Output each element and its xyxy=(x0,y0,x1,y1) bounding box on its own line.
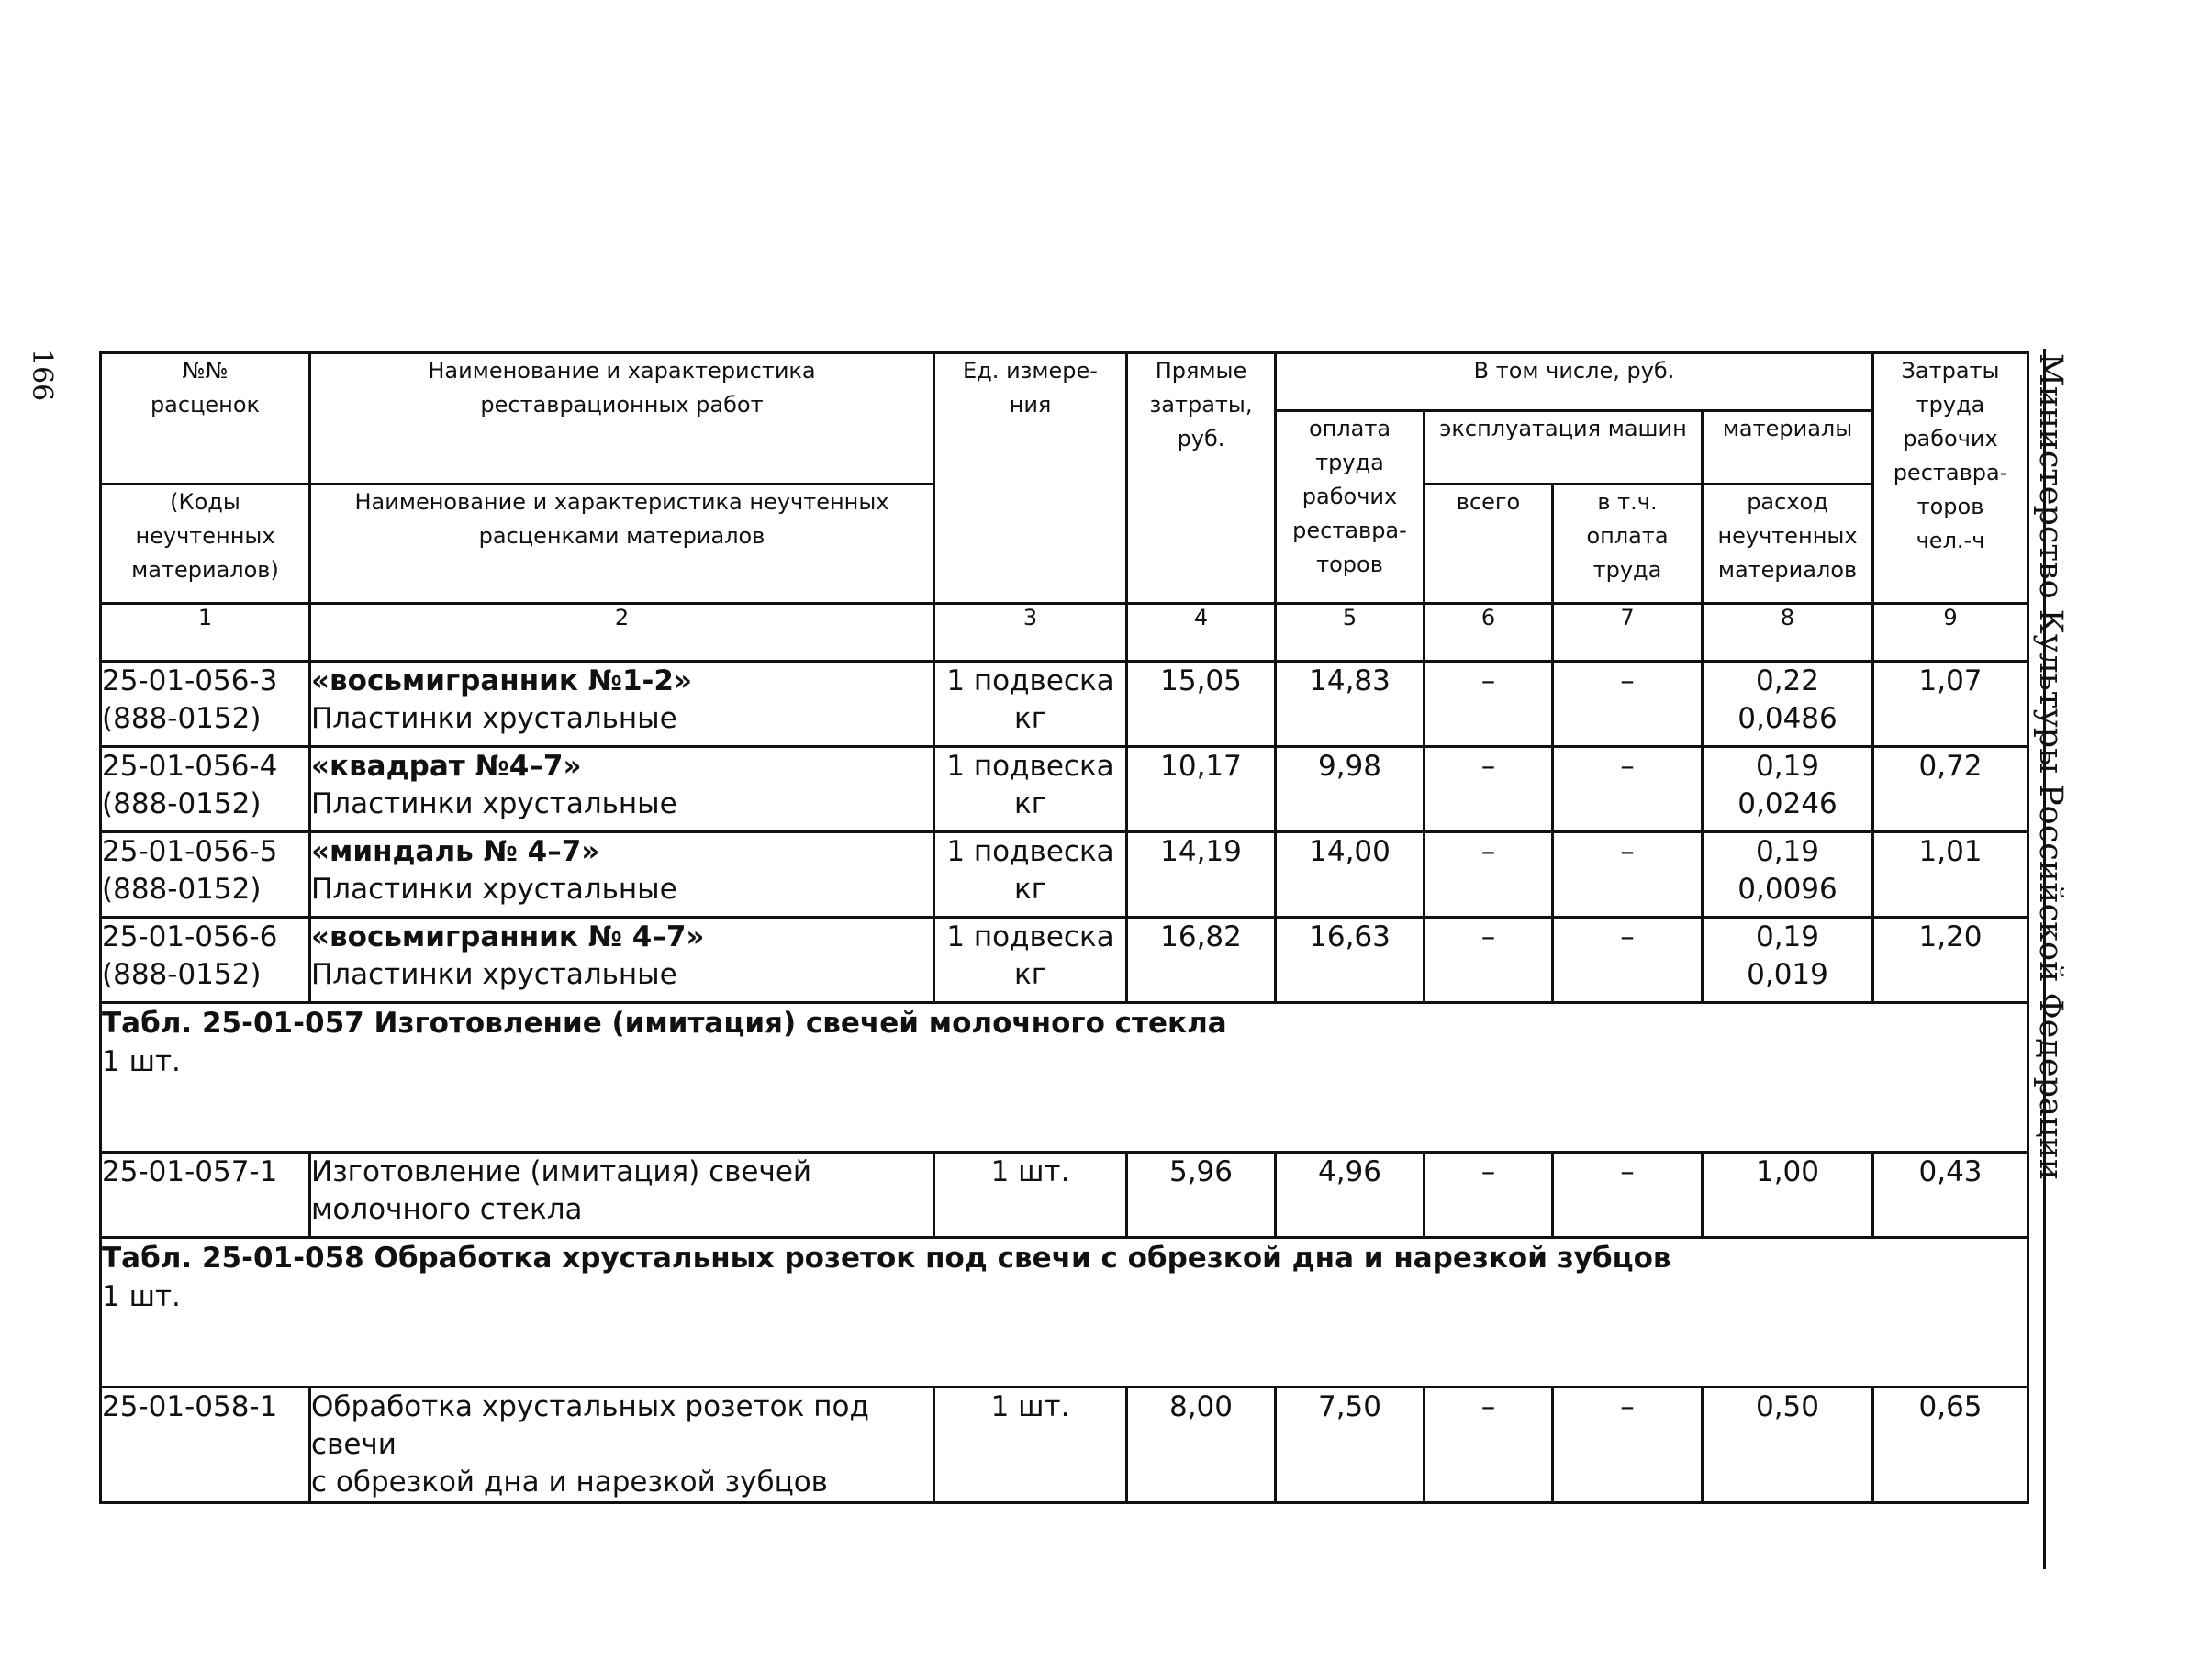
header-machines-total: всего xyxy=(1424,485,1553,604)
header-materials: материалы xyxy=(1703,411,1873,485)
table-row xyxy=(101,1153,2028,1238)
labor-hours: 1,20 xyxy=(1873,918,2028,1003)
labor-pay: 14,83 xyxy=(1276,662,1424,747)
column-number: 3 xyxy=(934,604,1127,662)
labor-pay: 4,96 xyxy=(1276,1153,1424,1238)
header-direct-costs: Прямые затраты, руб. xyxy=(1127,353,1276,604)
direct-costs: 16,82 xyxy=(1127,918,1276,1003)
material-name: Пластинки хрустальные xyxy=(311,958,677,991)
materials: 0,50 xyxy=(1703,1388,1873,1503)
materials: 1,00 xyxy=(1703,1153,1873,1238)
section-title: Табл. 25-01-057 Изготовление (имитация) свечей молочного стекла xyxy=(102,1007,1227,1040)
unit: 1 подвеска xyxy=(946,835,1114,868)
unit: 1 подвеска xyxy=(946,920,1114,953)
labor-hours: 1,01 xyxy=(1873,832,2028,918)
material-unit: кг xyxy=(1013,787,1046,820)
machines-total: – xyxy=(1424,918,1553,1003)
unit-cell xyxy=(934,832,1127,918)
direct-costs: 8,00 xyxy=(1127,1388,1276,1503)
direct-costs: 10,17 xyxy=(1127,747,1276,832)
table-row xyxy=(101,832,2028,918)
materials: 0,19 xyxy=(1755,835,1820,868)
header-unit: Ед. измере- ния xyxy=(934,353,1127,604)
machines-labor: – xyxy=(1553,1388,1703,1503)
header-row-1 xyxy=(101,353,2028,411)
work-name: «квадрат №4–7» xyxy=(311,750,582,783)
column-number: 4 xyxy=(1127,604,1276,662)
rate-code-cell xyxy=(101,832,310,918)
header-including-group: В том числе, руб. xyxy=(1276,353,1873,411)
section-header-row xyxy=(101,1238,2028,1388)
unit-cell xyxy=(934,747,1127,832)
column-number: 7 xyxy=(1553,604,1703,662)
header-labor-pay: оплата труда рабочих реставра- торов xyxy=(1276,411,1424,604)
material-qty: 0,0486 xyxy=(1737,702,1838,735)
labor-hours: 1,07 xyxy=(1873,662,2028,747)
column-number: 2 xyxy=(310,604,934,662)
work-name: Изготовление (имитация) свечей молочного стекла xyxy=(310,1153,934,1238)
work-name: Обработка хрустальных розеток под свечи с обрезкой дна и нарезкой зубцов xyxy=(310,1388,934,1503)
column-number: 1 xyxy=(101,604,310,662)
work-name-cell xyxy=(310,747,934,832)
labor-pay: 14,00 xyxy=(1276,832,1424,918)
direct-costs: 14,19 xyxy=(1127,832,1276,918)
rate-code: 25-01-056-3 xyxy=(102,664,278,697)
machines-labor: – xyxy=(1553,1153,1703,1238)
machines-total: – xyxy=(1424,1153,1553,1238)
work-name: «восьмигранник №1-2» xyxy=(311,664,693,697)
header-rate-number: №№ расценок xyxy=(101,353,310,485)
machines-total: – xyxy=(1424,832,1553,918)
section-unit: 1 шт. xyxy=(102,1280,181,1313)
labor-pay: 16,63 xyxy=(1276,918,1424,1003)
rate-code: 25-01-056-4 xyxy=(102,750,278,783)
table-row xyxy=(101,918,2028,1003)
material-name: Пластинки хрустальные xyxy=(311,873,677,906)
material-name: Пластинки хрустальные xyxy=(311,702,677,735)
header-material-usage: расход неучтенных материалов xyxy=(1703,485,1873,604)
machines-labor: – xyxy=(1553,832,1703,918)
materials: 0,19 xyxy=(1755,750,1820,783)
header-machines: эксплуатация машин xyxy=(1424,411,1703,485)
rate-code-cell xyxy=(101,747,310,832)
table-row xyxy=(101,747,2028,832)
table-row xyxy=(101,1388,2028,1503)
machines-total: – xyxy=(1424,747,1553,832)
labor-hours: 0,72 xyxy=(1873,747,2028,832)
column-number: 9 xyxy=(1873,604,2028,662)
machines-total: – xyxy=(1424,662,1553,747)
section-unit: 1 шт. xyxy=(102,1045,181,1078)
materials-cell xyxy=(1703,662,1873,747)
direct-costs: 5,96 xyxy=(1127,1153,1276,1238)
material-code: (888-0152) xyxy=(102,787,262,820)
column-number-row xyxy=(101,604,2028,662)
header-machines-labor: в т.ч. оплата труда xyxy=(1553,485,1703,604)
work-name-cell xyxy=(310,832,934,918)
direct-costs: 15,05 xyxy=(1127,662,1276,747)
machines-labor: – xyxy=(1553,662,1703,747)
material-name: Пластинки хрустальные xyxy=(311,787,677,820)
unit-cell xyxy=(934,918,1127,1003)
column-number: 5 xyxy=(1276,604,1424,662)
header-material-names: Наименование и характеристика неучтенных расценками материалов xyxy=(310,485,934,604)
rate-code: 25-01-056-6 xyxy=(102,920,278,953)
materials: 0,19 xyxy=(1755,920,1820,953)
section-heading-058 xyxy=(101,1238,2028,1388)
work-name-cell xyxy=(310,662,934,747)
header-labor-hours: Затраты труда рабочих реставра- торов чел.-ч xyxy=(1873,353,2028,604)
material-unit: кг xyxy=(1013,873,1046,906)
material-qty: 0,0096 xyxy=(1737,873,1838,906)
materials: 0,22 xyxy=(1755,664,1820,697)
material-code: (888-0152) xyxy=(102,702,262,735)
labor-pay: 9,98 xyxy=(1276,747,1424,832)
section-heading-057 xyxy=(101,1003,2028,1153)
material-code: (888-0152) xyxy=(102,873,262,906)
work-name: «восьмигранник № 4–7» xyxy=(311,920,705,953)
machines-labor: – xyxy=(1553,747,1703,832)
material-unit: кг xyxy=(1013,702,1046,735)
rate-code: 25-01-056-5 xyxy=(102,835,278,868)
rate-code-cell xyxy=(101,662,310,747)
header-work-name: Наименование и характеристика реставрационных работ xyxy=(310,353,934,485)
material-qty: 0,0246 xyxy=(1737,787,1838,820)
rates-table-container xyxy=(99,351,2029,1504)
labor-hours: 0,65 xyxy=(1873,1388,2028,1503)
unit: 1 подвеска xyxy=(946,750,1114,783)
machines-total: – xyxy=(1424,1388,1553,1503)
material-code: (888-0152) xyxy=(102,958,262,991)
rates-table xyxy=(99,351,2029,1504)
section-title: Табл. 25-01-058 Обработка хрустальных розеток под свечи с обрезкой дна и нарезкой зубцов xyxy=(102,1242,1671,1275)
page-number: 166 xyxy=(26,349,58,402)
table-row xyxy=(101,662,2028,747)
material-qty: 0,019 xyxy=(1747,958,1828,991)
materials-cell xyxy=(1703,918,1873,1003)
machines-labor: – xyxy=(1553,918,1703,1003)
work-name: «миндаль № 4–7» xyxy=(311,835,600,868)
unit: 1 шт. xyxy=(934,1153,1127,1238)
rate-code-cell xyxy=(101,918,310,1003)
running-title: Министерство Культуры Российской Федерации xyxy=(2032,353,2069,1181)
rate-code: 25-01-058-1 xyxy=(101,1388,310,1503)
labor-hours: 0,43 xyxy=(1873,1153,2028,1238)
column-number: 8 xyxy=(1703,604,1873,662)
materials-cell xyxy=(1703,747,1873,832)
header-material-codes: (Коды неучтенных материалов) xyxy=(101,485,310,604)
section-header-row xyxy=(101,1003,2028,1153)
materials-cell xyxy=(1703,832,1873,918)
work-name-cell xyxy=(310,918,934,1003)
unit-cell xyxy=(934,662,1127,747)
unit: 1 подвеска xyxy=(946,664,1114,697)
rate-code: 25-01-057-1 xyxy=(101,1153,310,1238)
labor-pay: 7,50 xyxy=(1276,1388,1424,1503)
material-unit: кг xyxy=(1013,958,1046,991)
column-number: 6 xyxy=(1424,604,1553,662)
unit: 1 шт. xyxy=(934,1388,1127,1503)
